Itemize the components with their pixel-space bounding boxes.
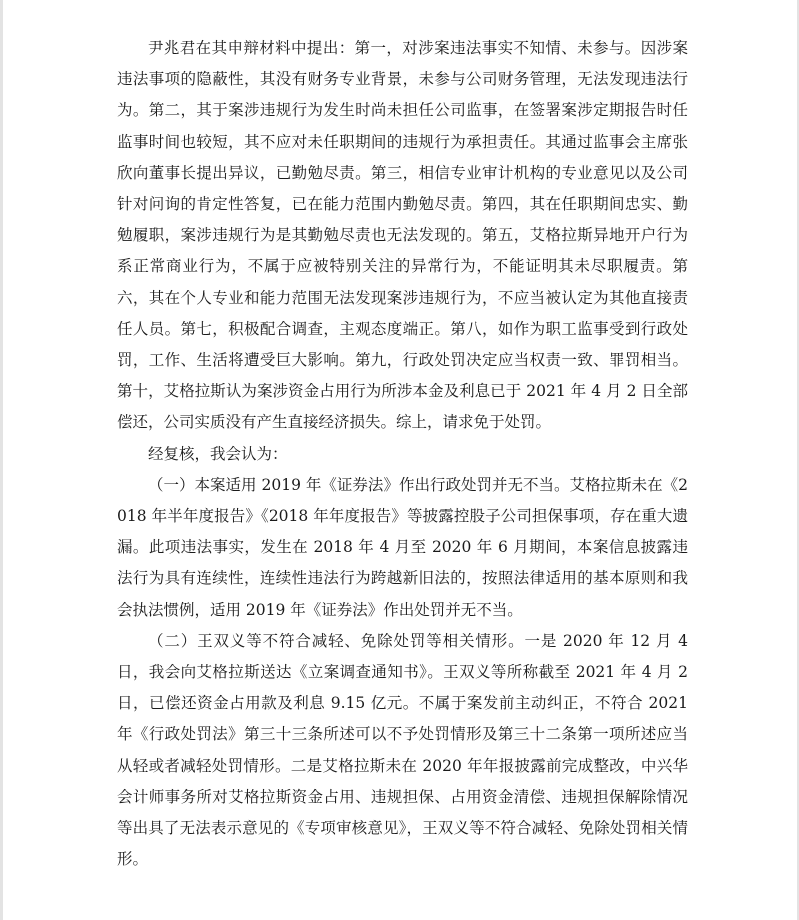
paragraph-point-one: （一）本案适用 2019 年《证券法》作出行政处罚并无不当。艾格拉斯未在《2018 年半年度报告》《2018 年年度报告》等披露控股子公司担保事项，存在重大遗漏。此项违法事实，发生在 2018 年 4 月至 2020 年 6 月期间，本案信息披露违法行为具有连续性，连续性违法行为跨越新旧法的，按照法律适用的基本原则和我会执法惯例，适用 2019 年《证券法》作出处罚并无不当。 xyxy=(117,475,688,619)
paragraph-point-two: （二）王双义等不符合减轻、免除处罚等相关情形。一是 2020 年 12 月 4 日，我会向艾格拉斯送达《立案调查通知书》。王双义等所称截至 2021 年 4 月 2 日，已偿还资金占用款及利息 9.15 亿元。不属于案发前主动纠正，不符合 2021 年《行政处罚法》第三十三条所述可以不予处罚情形及第三十二条第一项所述应当从轻或者减轻处罚情形。二是艾格拉斯未在 2020 年年报披露前完成整改，中兴华会计师事务所对艾格拉斯资金占用、违规担保、占用资金清偿、违规担保解除情况等出具了无法表示意见的《专项审核意见》，王双义等不符合减轻、免除处罚相关情形。 xyxy=(117,631,688,869)
page-left-edge xyxy=(0,0,3,920)
paragraph-defense-statement: 尹兆君在其申辩材料中提出：第一，对涉案违法事实不知情、未参与。因涉案违法事项的隐蔽性，其没有财务专业背景，未参与公司财务管理，无法发现违法行为。第二，其于案涉违规行为发生时尚未担任公司监事，在签署案涉定期报告时任监事时间也较短，其不应对未任职期间的违规行为承担责任。其通过监事会主席张欣向董事长提出异议，已勤勉尽责。第三，相信专业审计机构的专业意见以及公司针对问询的肯定性答复，已在能力范围内勤勉尽责。第四，其在任职期间忠实、勤勉履职，案涉违规行为是其勤勉尽责也无法发现的。第五，艾格拉斯异地开户行为系正常商业行为，不属于应被特别关注的异常行为，不能证明其未尽职履责。第六，其在个人专业和能力范围无法发现案涉违规行为，不应当被认定为其他直接责任人员。第七，积极配合调查，主观态度端正。第八，如作为职工监事受到行政处罚，工作、生活将遭受巨大影响。第九，行政处罚决定应当权责一致、罪罚相当。第十，艾格拉斯认为案涉资金占用行为所涉本金及利息已于 2021 年 4 月 2 日全部偿还，公司实质没有产生直接经济损失。综上，请求免于处罚。 xyxy=(117,39,688,432)
document-page xyxy=(117,33,688,875)
paragraph-review-intro: 经复核，我会认为： xyxy=(148,444,288,463)
